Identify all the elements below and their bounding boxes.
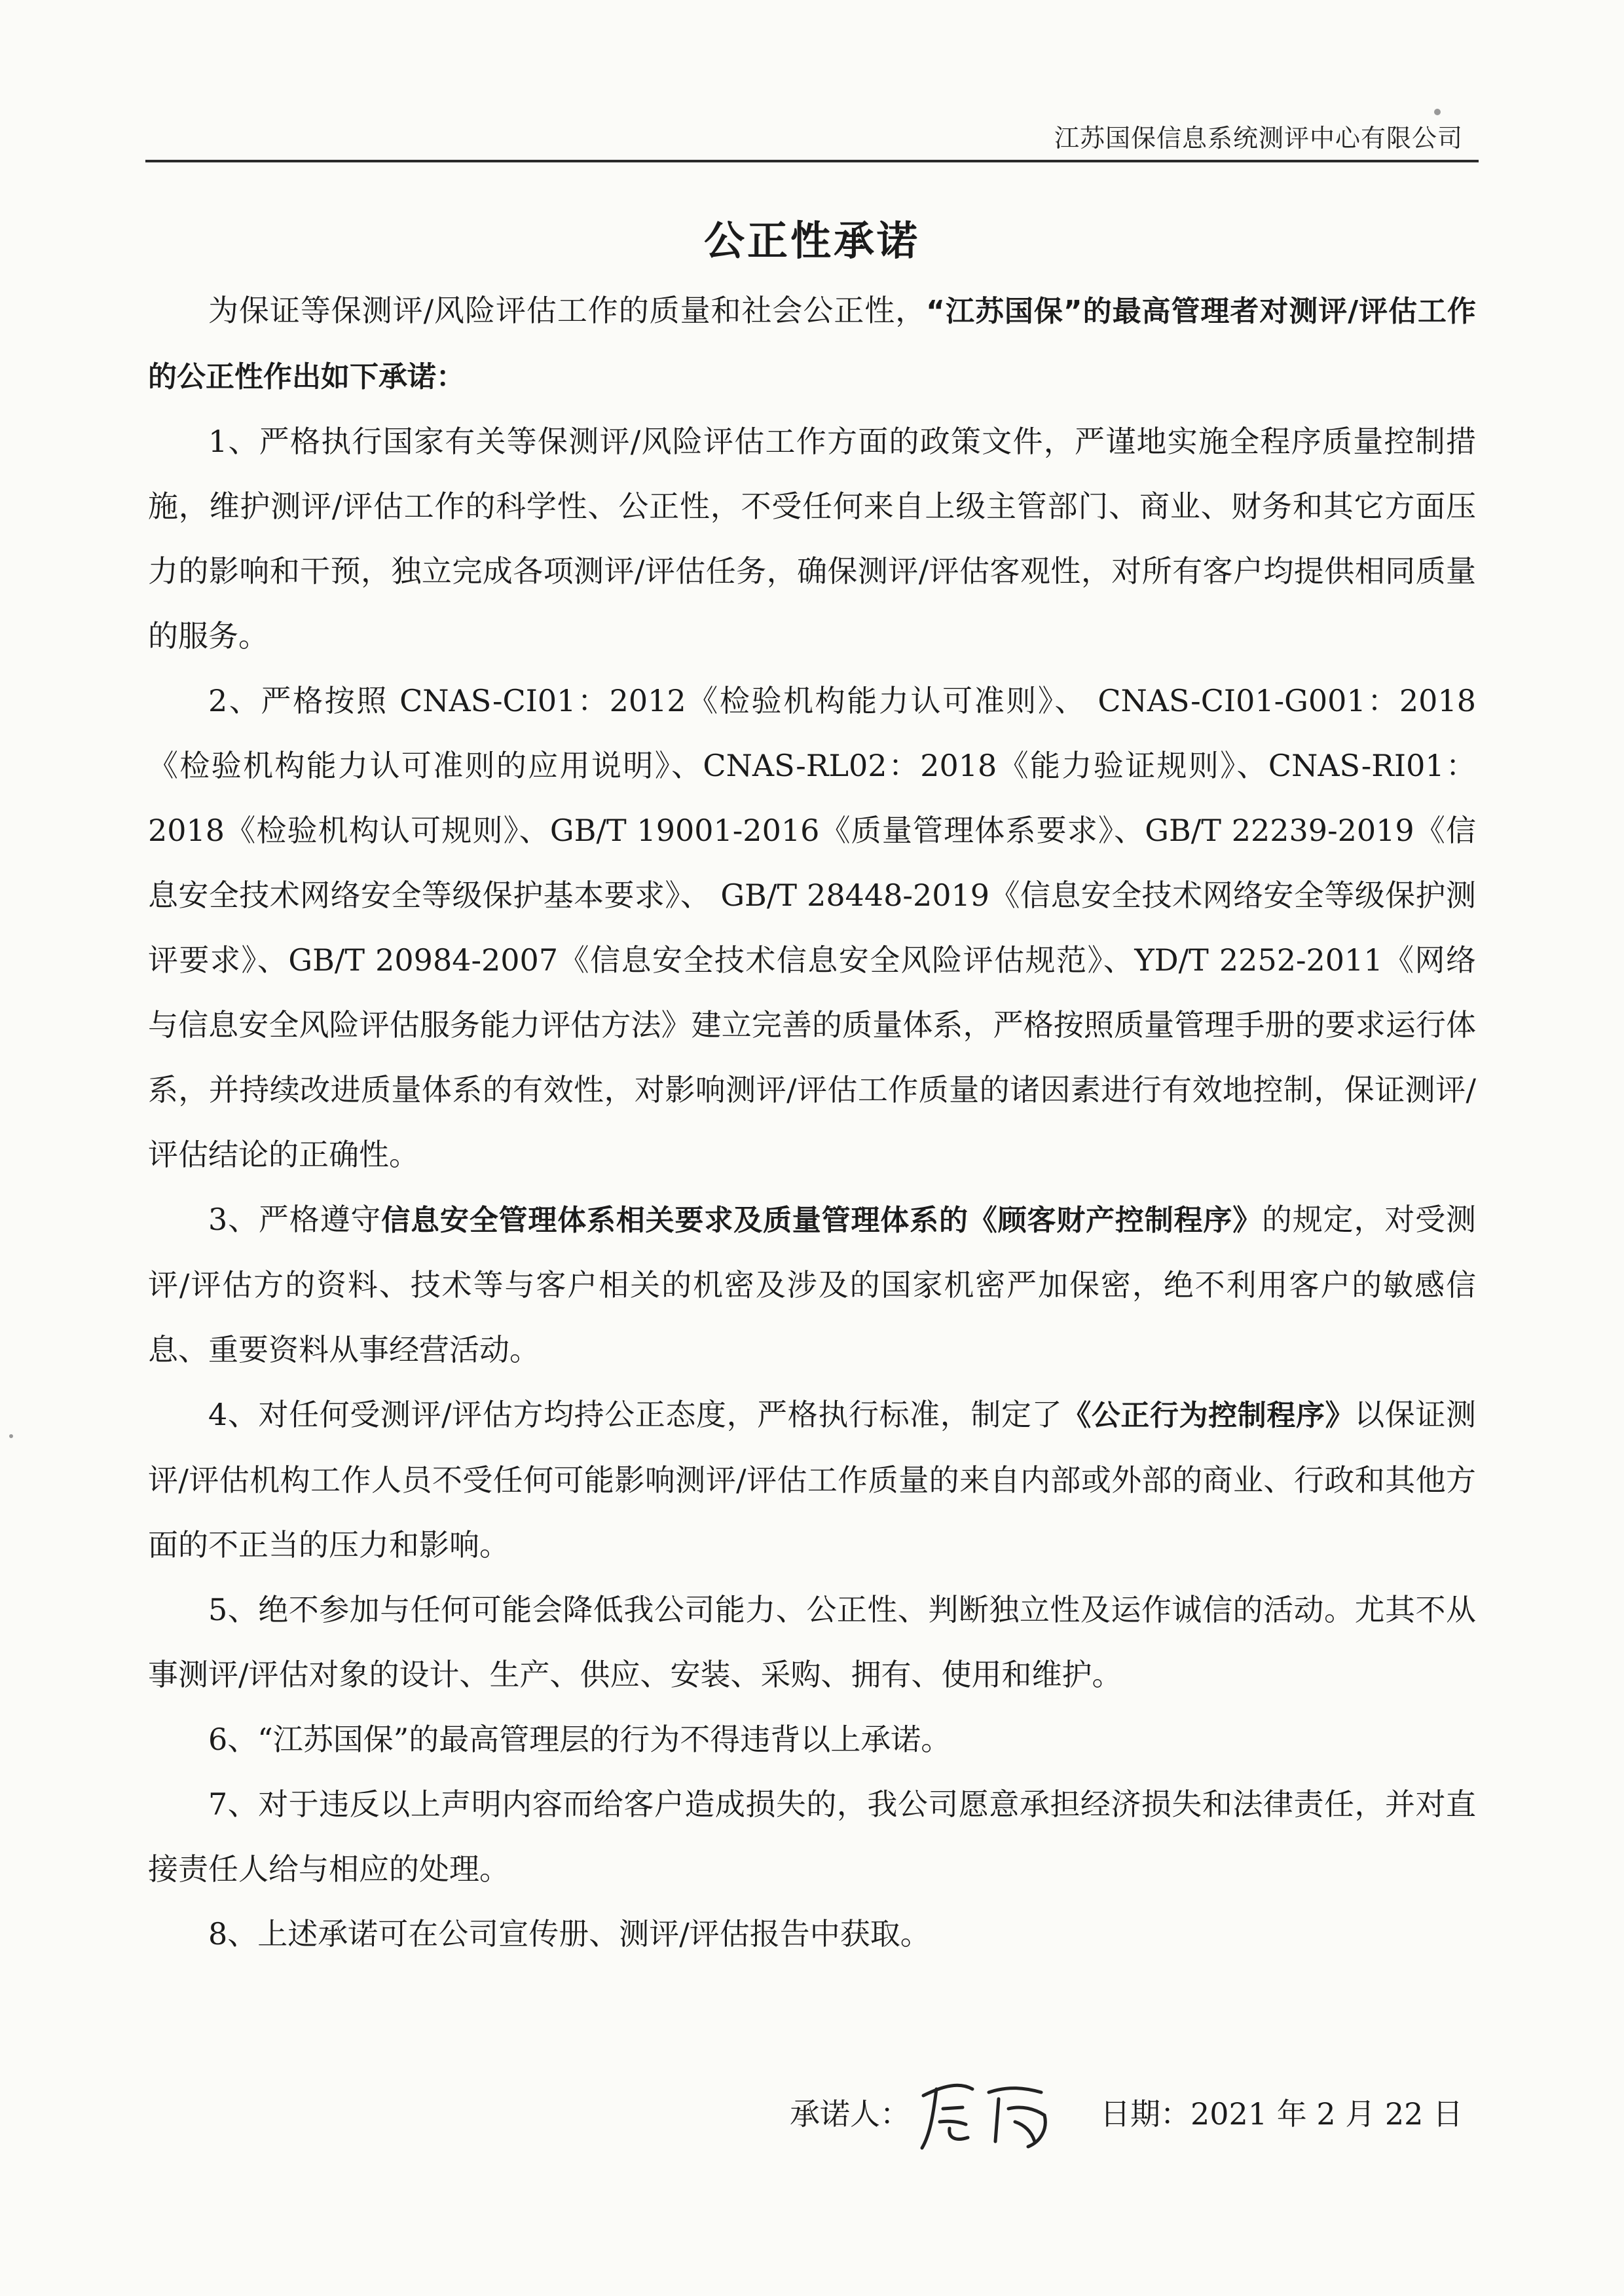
- commitment-item-2: 2、严格按照 CNAS-CI01：2012《检验机构能力认可准则》、 CNAS-CI01-G001：2018《检验机构能力认可准则的应用说明》、CNAS-RL02：2018《能力验证规则》、CNAS-RI01：2018《检验机构认可规则》、GB/T 19001-2016《质量管理体系要求》、GB/T 22239-2019《信息安全技术网络安全等级保护基本要求》、 GB/T 28448-2019《信息安全技术网络安全等级保护测评要求》、GB/T 20984-2007《信息安全技术信息安全风险评估规范》、YD/T 2252-2011《网络与信息安全风险评估服务能力评估方法》建立完善的质量体系，严格按照质量管理手册的要求运行体系，并持续改进质量体系的有效性，对影响测评/评估工作质量的诸因素进行有效地控制，保证测评/评估结论的正确性。: [148, 683, 1476, 1172]
- commitment-item-7: 7、对于违反以上声明内容而给客户造成损失的，我公司愿意承担经济损失和法律责任，并对直接责任人给与相应的处理。: [148, 1787, 1476, 1887]
- commitment-item-3: [148, 1187, 1476, 1382]
- document-body: [148, 278, 1476, 1967]
- item3-post: 的规定，对受测评/评估方的资料、技术等与客户相关的机密及涉及的国家机密严加保密，绝不利用客户的敏感信息、重要资料从事经营活动。: [148, 1202, 1476, 1367]
- item3-pre: 3、严格遵守: [208, 1202, 382, 1237]
- item3-strong: 信息安全管理体系相关要求及质量管理体系的《顾客财产控制程序》: [381, 1204, 1263, 1237]
- intro-paragraph: [148, 278, 1476, 409]
- item4-pre: 4、对任何受测评/评估方均持公正态度，严格执行标准，制定了: [208, 1397, 1063, 1432]
- scan-speck: [9, 1434, 13, 1438]
- scan-speck: [1434, 109, 1441, 115]
- commitment-item-5: 5、绝不参加与任何可能会降低我公司能力、公正性、判断独立性及运作诚信的活动。尤其不从事测评/评估对象的设计、生产、供应、安装、采购、拥有、使用和维护。: [148, 1592, 1476, 1692]
- commitment-item-6: 6、“江苏国保”的最高管理层的行为不得违背以上承诺。: [208, 1722, 951, 1757]
- commitment-item-4: [148, 1382, 1476, 1578]
- handwritten-signature: [910, 2069, 1061, 2155]
- item4-strong: 《公正行为控制程序》: [1062, 1399, 1355, 1432]
- intro-text: 为保证等保测评/风险评估工作的质量和社会公正性，: [208, 293, 927, 328]
- commitment-item-8: 8、上述承诺可在公司宣传册、测评/评估报告中获取。: [208, 1916, 931, 1952]
- item4-post: 以保证测评/评估机构工作人员不受任何可能影响测评/评估工作质量的来自内部或外部的商业、行政和其他方面的不正当的压力和影响。: [148, 1397, 1477, 1563]
- signer-label: 承诺人：: [790, 2096, 911, 2132]
- document-title: 公正性承诺: [703, 217, 920, 265]
- signature-date: 日期：2021 年 2 月 22 日: [1100, 2096, 1463, 2132]
- commitment-item-1: 1、严格执行国家有关等保测评/风险评估工作方面的政策文件，严谨地实施全程序质量控制措施，维护测评/评估工作的科学性、公正性，不受任何来自上级主管部门、商业、财务和其它方面压力的影响和干预，独立完成各项测评/评估任务，确保测评/评估客观性，对所有客户均提供相同质量的服务。: [148, 424, 1476, 654]
- signature-row: [790, 2069, 1463, 2155]
- header-company: 江苏国保信息系统测评中心有限公司: [1054, 124, 1463, 153]
- intro-strong: “江苏国保”的最高管理者对测评/评估工作的公正性作出如下承诺：: [148, 295, 1476, 394]
- header-rule: [145, 160, 1479, 162]
